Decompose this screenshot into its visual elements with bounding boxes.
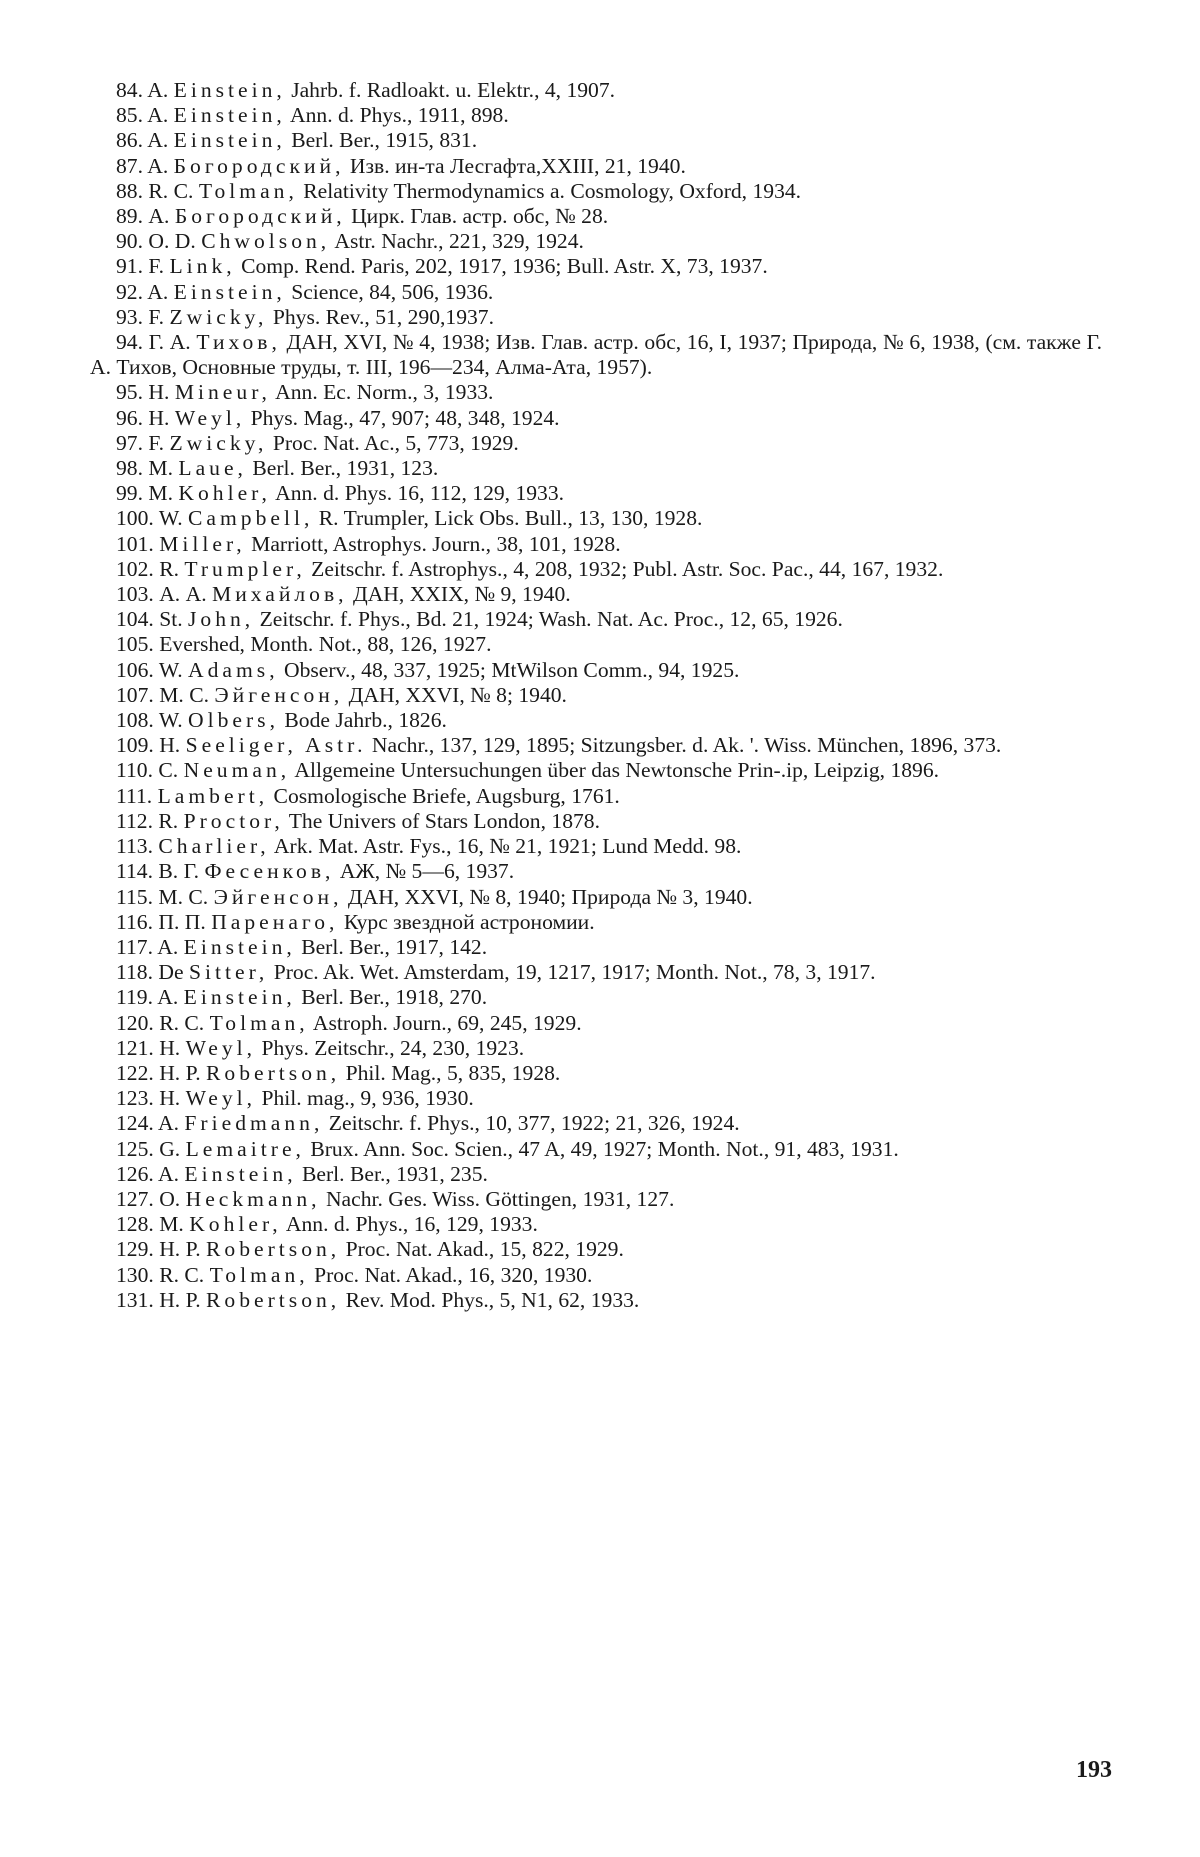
ref-details: Proc. Nat. Akad., 16, 320, 1930. bbox=[308, 1262, 593, 1287]
ref-details: Comp. Rend. Paris, 202, 1917, 1936; Bull. Astr. X, 73, 1937. bbox=[235, 254, 768, 279]
ref-prefix: A. bbox=[158, 1111, 185, 1136]
ref-prefix: R. C. bbox=[159, 1010, 210, 1035]
reference-entry bbox=[90, 1011, 1102, 1036]
reference-entry bbox=[90, 179, 1102, 204]
ref-number: 100. bbox=[116, 506, 154, 531]
ref-number: 110. bbox=[116, 758, 153, 783]
ref-prefix: M. bbox=[148, 481, 179, 506]
ref-number: 121. bbox=[116, 1035, 154, 1060]
ref-author: Einstein, bbox=[173, 128, 286, 153]
ref-author: Miller, bbox=[159, 531, 246, 556]
ref-number: 126. bbox=[116, 1161, 154, 1186]
ref-author: Богородский, bbox=[173, 153, 345, 178]
ref-number: 117. bbox=[116, 934, 153, 959]
reference-entry bbox=[90, 1288, 1102, 1313]
ref-prefix: H. bbox=[148, 405, 175, 430]
ref-details: Allgemeine Untersuchungen über das Newtonsche Prin-.ip, Leipzig, 1896. bbox=[290, 758, 940, 783]
ref-author: Фесенков, bbox=[204, 859, 335, 884]
ref-author: John, bbox=[188, 607, 255, 632]
ref-author: Kohler, bbox=[178, 481, 271, 506]
ref-details: Proc. Nat. Akad., 15, 822, 1929. bbox=[340, 1237, 624, 1262]
ref-details: Ann. d. Phys. 16, 112, 129, 1933. bbox=[270, 481, 565, 506]
ref-details: Evershed, Month. Not., 88, 126, 1927. bbox=[159, 632, 492, 657]
ref-details: Zeitschr. f. Phys., 10, 377, 1922; 21, 326, 1924. bbox=[323, 1111, 740, 1136]
reference-entry bbox=[90, 1086, 1102, 1111]
reference-entry bbox=[90, 1237, 1102, 1262]
ref-details: Изв. ин-та Лесгафта,XXIII, 21, 1940. bbox=[344, 153, 686, 178]
ref-details: Phys. Rev., 51, 290,1937. bbox=[267, 304, 494, 329]
ref-prefix: O. bbox=[159, 1186, 186, 1211]
ref-details: Phys. Mag., 47, 907; 48, 348, 1924. bbox=[245, 405, 560, 430]
ref-number: 89. bbox=[116, 204, 143, 229]
ref-prefix: А. А. bbox=[159, 582, 212, 607]
ref-details: Ark. Mat. Astr. Fys., 16, № 21, 1921; Lund Medd. 98. bbox=[269, 834, 742, 859]
ref-prefix: H. bbox=[159, 1086, 186, 1111]
ref-number: 114. bbox=[116, 859, 153, 884]
reference-entry bbox=[90, 708, 1102, 733]
ref-author: Link, bbox=[169, 254, 236, 279]
ref-author: Sitter, bbox=[188, 960, 269, 985]
ref-number: 130. bbox=[116, 1262, 154, 1287]
ref-number: 90. bbox=[116, 229, 143, 254]
ref-author: Neuman, bbox=[183, 758, 291, 783]
reference-entry bbox=[90, 632, 1102, 657]
ref-prefix: A. bbox=[157, 934, 184, 959]
ref-author: Zwicky, bbox=[169, 304, 268, 329]
ref-author: Zwicky, bbox=[169, 430, 268, 455]
ref-prefix: М. С. bbox=[158, 884, 214, 909]
ref-details: Jahrb. f. Radloakt. u. Elektr., 4, 1907. bbox=[285, 78, 616, 102]
ref-details: ДАН, XXVI, № 8; 1940. bbox=[343, 682, 567, 707]
ref-prefix: H. P. bbox=[159, 1237, 207, 1262]
ref-author: Charlier, bbox=[158, 834, 270, 859]
ref-number: 101. bbox=[116, 531, 154, 556]
reference-entry bbox=[90, 128, 1102, 153]
ref-prefix: А. bbox=[148, 204, 175, 229]
ref-number: 125. bbox=[116, 1136, 154, 1161]
ref-details: Berl. Ber., 1918, 270. bbox=[295, 985, 488, 1010]
ref-details: Rev. Mod. Phys., 5, N1, 62, 1933. bbox=[340, 1287, 640, 1312]
ref-author: Friedmann, bbox=[184, 1111, 324, 1136]
reference-entry bbox=[90, 733, 1102, 758]
ref-details: Astr. Nachr., 221, 329, 1924. bbox=[330, 229, 584, 254]
ref-number: 123. bbox=[116, 1086, 154, 1111]
ref-details: Proc. Ak. Wet. Amsterdam, 19, 1217, 1917; Month. Not., 78, 3, 1917. bbox=[268, 960, 876, 985]
ref-author: Богородский, bbox=[174, 204, 346, 229]
ref-prefix: De bbox=[158, 960, 189, 985]
ref-number: 127. bbox=[116, 1186, 154, 1211]
ref-number: 88. bbox=[116, 178, 143, 203]
ref-prefix: H. bbox=[159, 1035, 186, 1060]
reference-entry bbox=[90, 1187, 1102, 1212]
ref-prefix: W. bbox=[158, 708, 189, 733]
ref-details: Berl. Ber., 1931, 123. bbox=[246, 456, 439, 481]
reference-entry bbox=[90, 280, 1102, 305]
reference-entry bbox=[90, 305, 1102, 330]
ref-author: Mineur, bbox=[174, 380, 271, 405]
ref-number: 116. bbox=[116, 909, 153, 934]
ref-author: Einstein, bbox=[173, 279, 286, 304]
ref-details: Brux. Ann. Soc. Scien., 47 A, 49, 1927; Month. Not., 91, 483, 1931. bbox=[304, 1136, 899, 1161]
ref-details: Science, 84, 506, 1936. bbox=[285, 279, 494, 304]
ref-prefix: A. bbox=[147, 279, 174, 304]
ref-prefix: M. bbox=[159, 1212, 190, 1237]
ref-prefix: O. D. bbox=[148, 229, 202, 254]
reference-entry bbox=[90, 859, 1102, 884]
ref-number: 119. bbox=[116, 985, 153, 1010]
reference-entry bbox=[90, 1212, 1102, 1237]
reference-entry bbox=[90, 960, 1102, 985]
ref-details: Nachr. Ges. Wiss. Göttingen, 1931, 127. bbox=[320, 1186, 675, 1211]
ref-prefix: F. bbox=[148, 254, 170, 279]
ref-author: Тихов, bbox=[196, 330, 281, 355]
ref-author: Эйгенсон, bbox=[213, 884, 343, 909]
reference-entry bbox=[90, 103, 1102, 128]
ref-author: Proctor, bbox=[183, 808, 284, 833]
ref-author: Olbers, bbox=[188, 708, 279, 733]
ref-details: Nachr., 137, 129, 1895; Sitzungsber. d. Ak. '. Wiss. München, 1896, 373. bbox=[366, 733, 1002, 758]
ref-author: Weyl, bbox=[174, 405, 246, 430]
reference-entry bbox=[90, 204, 1102, 229]
ref-prefix: R. C. bbox=[148, 178, 199, 203]
reference-entry bbox=[90, 532, 1102, 557]
ref-author: Robertson, bbox=[206, 1287, 341, 1312]
ref-author: Heckmann, bbox=[185, 1186, 321, 1211]
ref-prefix: A. bbox=[158, 1161, 185, 1186]
ref-details: Berl. Ber., 1915, 831. bbox=[285, 128, 478, 153]
ref-author: Паренаго, bbox=[211, 909, 339, 934]
reference-list bbox=[90, 78, 1102, 1313]
ref-details: Zeitschr. f. Phys., Bd. 21, 1924; Wash. Nat. Ac. Proc., 12, 65, 1926. bbox=[254, 607, 843, 632]
ref-prefix: H. P. bbox=[159, 1060, 207, 1085]
ref-details: Курс звездной астрономии. bbox=[338, 909, 595, 934]
ref-details: Phys. Zeitschr., 24, 230, 1923. bbox=[256, 1035, 525, 1060]
reference-entry bbox=[90, 254, 1102, 279]
ref-author: Robertson, bbox=[206, 1237, 341, 1262]
ref-number: 122. bbox=[116, 1060, 154, 1085]
ref-prefix: G. bbox=[159, 1136, 186, 1161]
ref-prefix: A. bbox=[147, 78, 174, 102]
reference-entry bbox=[90, 1162, 1102, 1187]
ref-author: Einstein, bbox=[183, 934, 296, 959]
ref-number: 91. bbox=[116, 254, 143, 279]
ref-details: ДАН, XVI, № 4, 1938; Изв. Глав. астр. обс, 16, I, 1937; Природа, № 6, 1938, (см. также Г. А. Тихов, Основные труды, т. III, 196—234, Алма-Ата, 1957). bbox=[90, 330, 1102, 380]
reference-entry bbox=[90, 1263, 1102, 1288]
reference-entry bbox=[90, 834, 1102, 859]
ref-number: 96. bbox=[116, 405, 143, 430]
ref-author: Chwolson, bbox=[201, 229, 331, 254]
ref-details: Phil. Mag., 5, 835, 1928. bbox=[340, 1060, 561, 1085]
ref-prefix: W. bbox=[158, 657, 189, 682]
ref-author: Campbell, bbox=[188, 506, 314, 531]
ref-number: 103. bbox=[116, 582, 154, 607]
reference-entry bbox=[90, 481, 1102, 506]
reference-entry bbox=[90, 809, 1102, 834]
ref-prefix: A. bbox=[157, 985, 184, 1010]
ref-prefix: П. П. bbox=[158, 909, 212, 934]
ref-details: Berl. Ber., 1931, 235. bbox=[296, 1161, 488, 1186]
ref-number: 112. bbox=[116, 808, 153, 833]
ref-details: ДАН, XXVI, № 8, 1940; Природа № 3, 1940. bbox=[342, 884, 753, 909]
ref-prefix: H. P. bbox=[159, 1287, 207, 1312]
reference-entry bbox=[90, 406, 1102, 431]
ref-author: Seeliger, Astr. bbox=[185, 733, 367, 758]
ref-author: Weyl, bbox=[185, 1086, 257, 1111]
ref-author: Einstein, bbox=[173, 78, 286, 102]
ref-prefix: R. C. bbox=[159, 1262, 210, 1287]
ref-number: 105. bbox=[116, 632, 154, 657]
ref-number: 85. bbox=[116, 103, 143, 128]
ref-author: Trumpler, bbox=[184, 556, 306, 581]
ref-author: Laue, bbox=[178, 456, 247, 481]
ref-prefix: St. bbox=[159, 607, 189, 632]
ref-author: Эйгенсон, bbox=[214, 682, 344, 707]
ref-details: R. Trumpler, Lick Obs. Bull., 13, 130, 1928. bbox=[313, 506, 703, 531]
ref-number: 86. bbox=[116, 128, 143, 153]
ref-author: Tolman, bbox=[209, 1010, 309, 1035]
reference-entry bbox=[90, 658, 1102, 683]
reference-entry bbox=[90, 607, 1102, 632]
ref-details: АЖ, № 5—6, 1937. bbox=[334, 859, 515, 884]
ref-number: 109. bbox=[116, 733, 154, 758]
ref-details: Цирк. Глав. астр. обс, № 28. bbox=[345, 204, 609, 229]
ref-number: 104. bbox=[116, 607, 154, 632]
ref-prefix: F. bbox=[148, 304, 170, 329]
ref-number: 98. bbox=[116, 456, 143, 481]
reference-entry bbox=[90, 1036, 1102, 1061]
ref-number: 87. bbox=[116, 153, 143, 178]
ref-details: Astroph. Journ., 69, 245, 1929. bbox=[308, 1010, 582, 1035]
ref-details: Proc. Nat. Ac., 5, 773, 1929. bbox=[267, 430, 519, 455]
reference-entry bbox=[90, 910, 1102, 935]
ref-number: 107. bbox=[116, 682, 154, 707]
reference-entry bbox=[90, 758, 1102, 783]
ref-number: 124. bbox=[116, 1111, 154, 1136]
reference-entry bbox=[90, 683, 1102, 708]
ref-details: Marriott, Astrophys. Journ., 38, 101, 1928. bbox=[245, 531, 621, 556]
reference-entry bbox=[90, 784, 1102, 809]
ref-author: Lemaitre, bbox=[185, 1136, 305, 1161]
ref-details: ДАН, XXIX, № 9, 1940. bbox=[347, 582, 571, 607]
reference-entry bbox=[90, 935, 1102, 960]
ref-number: 129. bbox=[116, 1237, 154, 1262]
ref-details: Phil. mag., 9, 936, 1930. bbox=[256, 1086, 474, 1111]
ref-author: Kohler, bbox=[189, 1212, 282, 1237]
reference-entry bbox=[90, 1137, 1102, 1162]
ref-prefix: В. Г. bbox=[158, 859, 205, 884]
ref-details: Ann. d. Phys., 1911, 898. bbox=[285, 103, 509, 128]
ref-number: 111. bbox=[116, 783, 153, 808]
ref-author: Einstein, bbox=[184, 1161, 297, 1186]
ref-author: Tolman, bbox=[198, 178, 298, 203]
ref-prefix: R. bbox=[159, 556, 185, 581]
ref-number: 92. bbox=[116, 279, 143, 304]
reference-entry bbox=[90, 380, 1102, 405]
ref-prefix: C. bbox=[158, 758, 184, 783]
ref-author: Einstein, bbox=[183, 985, 296, 1010]
reference-entry bbox=[90, 456, 1102, 481]
ref-author: Einstein, bbox=[173, 103, 286, 128]
ref-number: 113. bbox=[116, 834, 153, 859]
reference-entry bbox=[90, 229, 1102, 254]
ref-prefix: H. bbox=[159, 733, 186, 758]
ref-number: 94. bbox=[116, 330, 143, 355]
ref-number: 131. bbox=[116, 1287, 154, 1312]
ref-number: 128. bbox=[116, 1212, 154, 1237]
ref-number: 118. bbox=[116, 960, 153, 985]
page-number: 193 bbox=[1076, 1757, 1112, 1783]
ref-author: Weyl, bbox=[185, 1035, 257, 1060]
ref-prefix: R. bbox=[158, 808, 184, 833]
ref-number: 120. bbox=[116, 1010, 154, 1035]
reference-entry bbox=[90, 582, 1102, 607]
reference-entry bbox=[90, 431, 1102, 456]
ref-prefix: A. bbox=[147, 103, 174, 128]
reference-entry bbox=[90, 506, 1102, 531]
ref-prefix: W. bbox=[158, 506, 189, 531]
reference-entry bbox=[90, 154, 1102, 179]
reference-entry bbox=[90, 885, 1102, 910]
reference-entry bbox=[90, 1111, 1102, 1136]
ref-details: Berl. Ber., 1917, 142. bbox=[295, 934, 488, 959]
ref-details: Zeitschr. f. Astrophys., 4, 208, 1932; Publ. Astr. Soc. Pac., 44, 167, 1932. bbox=[305, 556, 944, 581]
ref-details: Ann. d. Phys., 16, 129, 1933. bbox=[281, 1212, 538, 1237]
reference-entry bbox=[90, 78, 1102, 103]
ref-number: 95. bbox=[116, 380, 143, 405]
ref-number: 97. bbox=[116, 430, 143, 455]
ref-details: Cosmologische Briefe, Augsburg, 1761. bbox=[268, 783, 620, 808]
reference-entry bbox=[90, 985, 1102, 1010]
ref-prefix: H. bbox=[148, 380, 175, 405]
ref-number: 115. bbox=[116, 884, 153, 909]
ref-number: 84. bbox=[116, 78, 143, 102]
ref-number: 99. bbox=[116, 481, 143, 506]
ref-prefix: F. bbox=[148, 430, 170, 455]
reference-entry bbox=[90, 557, 1102, 582]
ref-number: 106. bbox=[116, 657, 154, 682]
ref-author: Adams, bbox=[188, 657, 279, 682]
ref-number: 108. bbox=[116, 708, 154, 733]
ref-prefix: A. bbox=[147, 153, 174, 178]
ref-author: Lambert, bbox=[157, 783, 269, 808]
ref-author: Tolman, bbox=[209, 1262, 309, 1287]
ref-prefix: Г. А. bbox=[148, 330, 197, 355]
ref-details: Bode Jahrb., 1826. bbox=[278, 708, 447, 733]
ref-number: 102. bbox=[116, 556, 154, 581]
ref-author: Михайлов, bbox=[212, 582, 348, 607]
ref-details: The Univers of Stars London, 1878. bbox=[283, 808, 600, 833]
ref-author: Robertson, bbox=[206, 1060, 341, 1085]
ref-details: Ann. Ec. Norm., 3, 1933. bbox=[270, 380, 494, 405]
ref-prefix: M. C. bbox=[159, 682, 215, 707]
ref-details: Relativity Thermodynamics a. Cosmology, Oxford, 1934. bbox=[297, 178, 802, 203]
ref-number: 93. bbox=[116, 304, 143, 329]
reference-entry bbox=[90, 330, 1102, 380]
reference-entry bbox=[90, 1061, 1102, 1086]
ref-prefix: A. bbox=[147, 128, 174, 153]
ref-details: Observ., 48, 337, 1925; MtWilson Comm., 94, 1925. bbox=[278, 657, 740, 682]
ref-prefix: M. bbox=[148, 456, 179, 481]
